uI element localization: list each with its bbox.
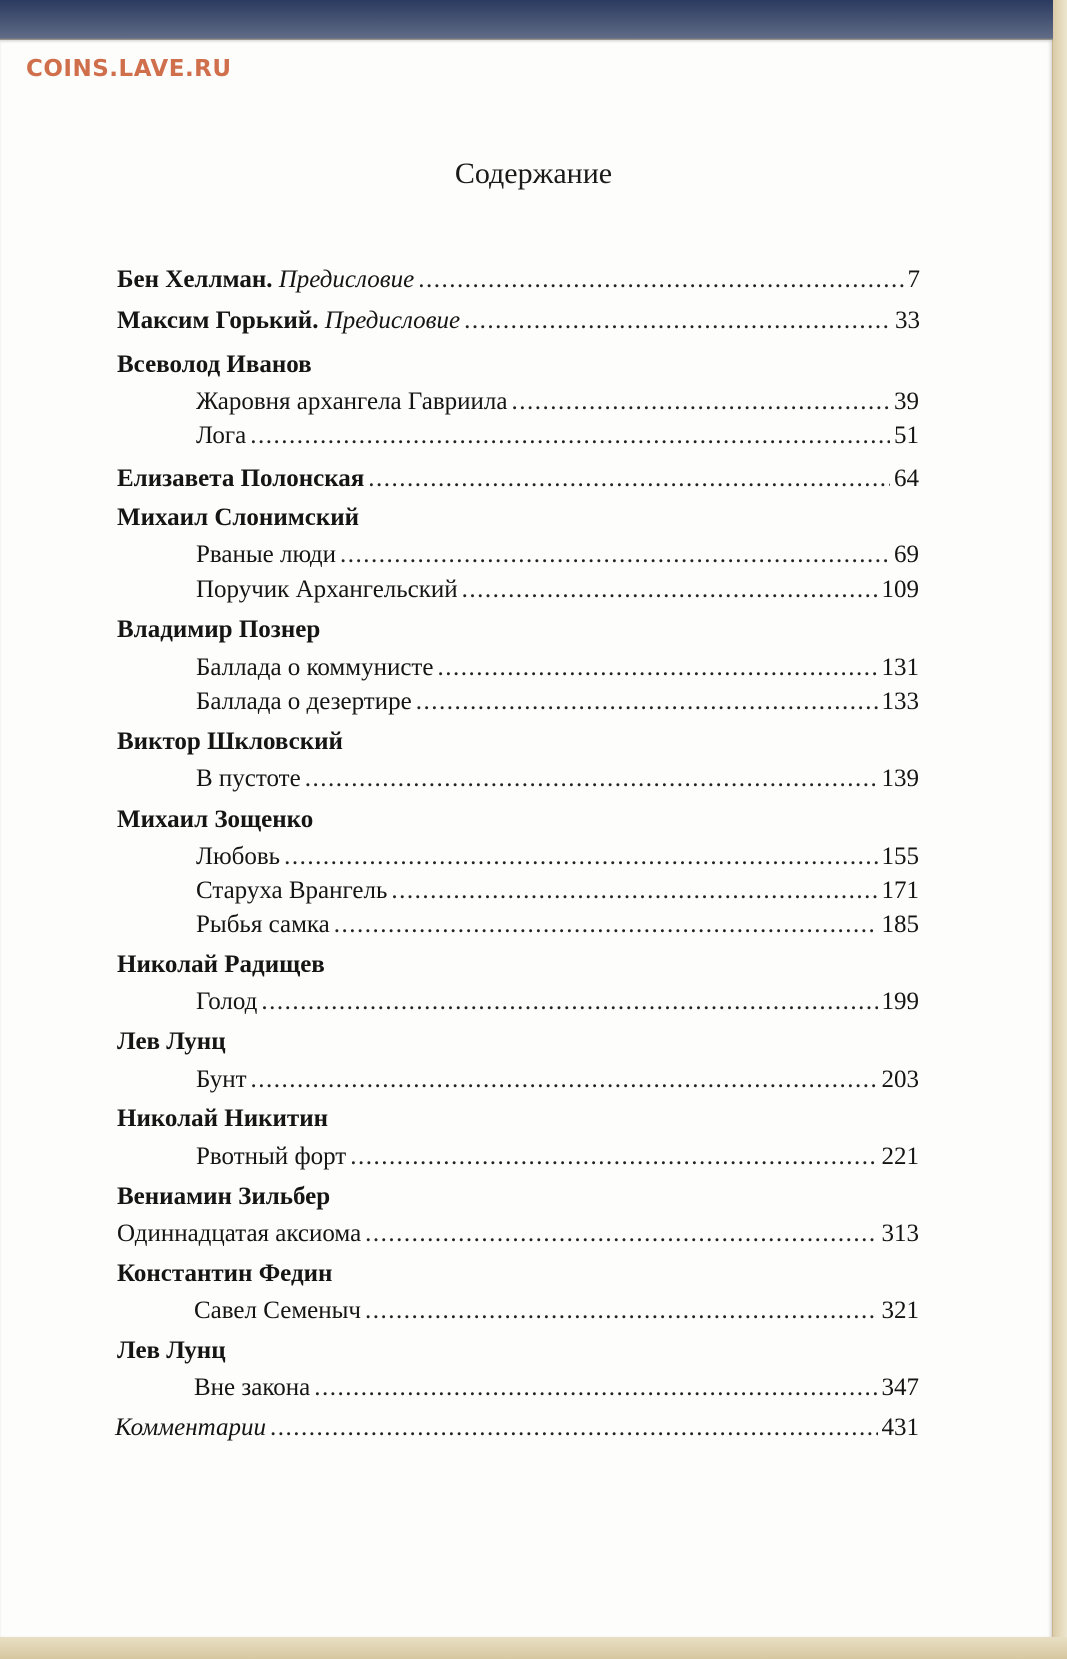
- toc-entry: [196, 909, 919, 941]
- toc-leader-dots: [350, 1141, 877, 1173]
- page-title: Содержание: [454, 157, 613, 190]
- toc-entry: [117, 264, 920, 296]
- toc-leader-dots: [284, 841, 877, 873]
- toc-entry: [196, 875, 919, 907]
- toc-work: Одиннадцатая аксиома: [117, 1220, 362, 1247]
- toc-page-number: 109: [881, 576, 919, 603]
- toc-page-number: 221: [881, 1143, 919, 1170]
- toc-leader-dots: [305, 763, 878, 795]
- toc-work: Савел Семеныч: [194, 1297, 361, 1324]
- toc-separator: .: [266, 266, 273, 293]
- toc-page-number: 33: [895, 307, 920, 334]
- toc-leader-dots: [314, 1372, 877, 1404]
- toc-work: Старуха Врангель: [196, 877, 388, 904]
- toc-page-number: 64: [894, 465, 919, 492]
- toc-leader-dots: [511, 386, 890, 418]
- toc-entry: [115, 1412, 919, 1444]
- toc-entry: [196, 686, 919, 718]
- toc-author-heading: Николай Радищев: [117, 951, 325, 978]
- toc-entry: [196, 539, 919, 571]
- toc-note: Предисловие: [278, 266, 415, 293]
- toc-page-number: 69: [894, 541, 919, 568]
- toc-author: Максим Горький: [117, 307, 313, 334]
- toc-page-number: 131: [881, 654, 919, 681]
- toc-page-number: 51: [894, 422, 919, 449]
- toc-author-heading: Лев Лунц: [117, 1028, 226, 1055]
- toc-work: Баллада о коммунисте: [196, 654, 434, 681]
- toc-note: Комментарии: [115, 1414, 266, 1441]
- toc-author-heading: Вениамин Зильбер: [117, 1183, 331, 1210]
- toc-separator: .: [312, 307, 319, 334]
- toc-work: Рвотный форт: [196, 1143, 347, 1170]
- toc-leader-dots: [365, 1218, 877, 1250]
- toc-page-number: 155: [881, 843, 919, 870]
- toc-work: В пустоте: [196, 765, 301, 792]
- toc-author-heading: Владимир Познер: [117, 616, 321, 643]
- watermark: COINS.LAVE.RU: [26, 56, 232, 82]
- toc-entry: [117, 1218, 919, 1250]
- toc-work: Баллада о дезертире: [196, 688, 412, 715]
- toc-leader-dots: [261, 986, 877, 1018]
- toc-work: Голод: [196, 988, 258, 1015]
- toc-page-number: 321: [881, 1297, 919, 1324]
- toc-entry: [194, 1372, 919, 1404]
- toc-entry: [196, 652, 919, 684]
- toc-leader-dots: [340, 539, 890, 571]
- toc-author-heading: Михаил Слонимский: [117, 504, 360, 531]
- toc-page-number: 7: [907, 266, 920, 293]
- toc-leader-dots: [250, 420, 890, 452]
- toc-work: Любовь: [196, 843, 281, 870]
- toc-work: Рваные люди: [196, 541, 336, 568]
- toc-entry: [196, 841, 919, 873]
- toc-entry: [196, 763, 919, 795]
- toc-work: Жаровня архангела Гавриила: [196, 388, 508, 415]
- toc-leader-dots: [462, 574, 878, 606]
- toc-author: Елизавета Полонская: [117, 465, 365, 492]
- toc-page-number: 39: [894, 388, 919, 415]
- toc-leader-dots: [464, 305, 891, 337]
- toc-leader-dots: [334, 909, 878, 941]
- toc-entry: [196, 1064, 919, 1096]
- toc-page-number: 431: [881, 1414, 919, 1441]
- toc-entry: [117, 305, 920, 337]
- toc-note: Предисловие: [324, 307, 461, 334]
- toc-work: Вне закона: [194, 1374, 311, 1401]
- toc-author-heading: Михаил Зощенко: [117, 806, 314, 833]
- toc-work: Поручик Архангельский: [196, 576, 458, 603]
- toc-entry: [117, 463, 919, 495]
- toc-entry: [196, 1141, 919, 1173]
- toc-author-heading: Николай Никитин: [117, 1105, 329, 1132]
- toc-leader-dots: [270, 1412, 878, 1444]
- toc-leader-dots: [418, 264, 903, 296]
- toc-page-number: 139: [881, 765, 919, 792]
- toc-page-number: 313: [881, 1220, 919, 1247]
- toc-work: Лога: [196, 422, 247, 449]
- toc-page-number: 347: [881, 1374, 919, 1401]
- toc-leader-dots: [368, 463, 890, 495]
- toc-author: Бен Хеллман: [117, 266, 267, 293]
- toc-leader-dots: [365, 1295, 878, 1327]
- toc-page-number: 199: [881, 988, 919, 1015]
- toc-page-number: 133: [881, 688, 919, 715]
- toc-author-heading: Константин Федин: [117, 1260, 333, 1287]
- toc-entry: [194, 1295, 919, 1327]
- toc-leader-dots: [251, 1064, 878, 1096]
- toc-author-heading: Лев Лунц: [117, 1337, 226, 1364]
- toc-work: Рыбья самка: [196, 911, 330, 938]
- toc-entry: [196, 986, 919, 1018]
- toc-entry: [196, 574, 919, 606]
- toc-author-heading: Виктор Шкловский: [117, 728, 343, 755]
- toc-leader-dots: [391, 875, 877, 907]
- toc-page-number: 185: [881, 911, 919, 938]
- toc-entry: [196, 420, 919, 452]
- toc-leader-dots: [416, 686, 878, 718]
- toc-entry: [196, 386, 919, 418]
- toc-author-heading: Всеволод Иванов: [117, 351, 312, 378]
- toc-leader-dots: [437, 652, 877, 684]
- toc-work: Бунт: [196, 1066, 247, 1093]
- toc-page-number: 171: [881, 877, 919, 904]
- toc-page-number: 203: [881, 1066, 919, 1093]
